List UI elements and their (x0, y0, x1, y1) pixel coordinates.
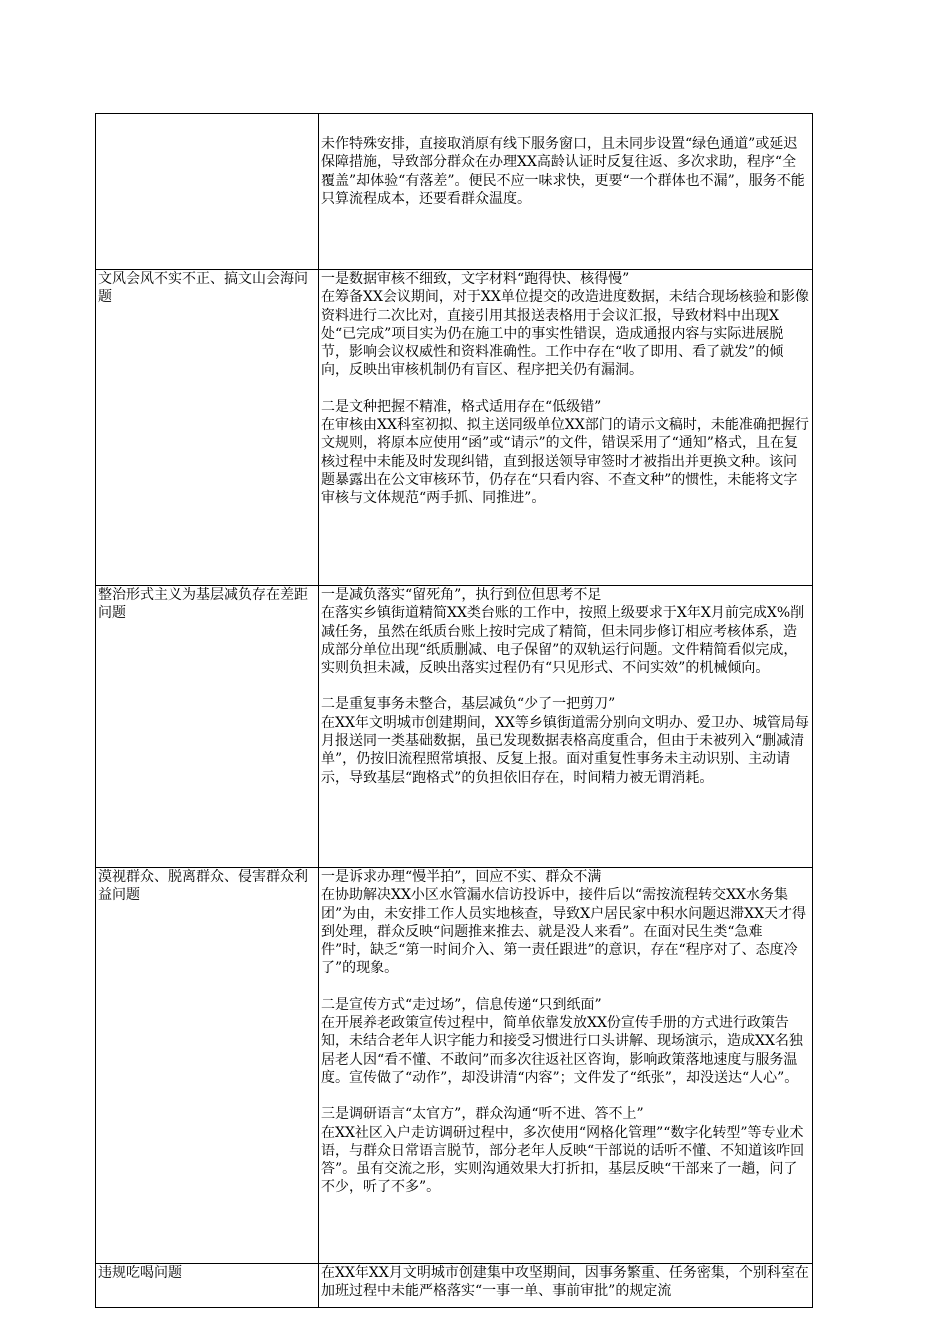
table-row (96, 114, 813, 270)
issue-category-text: 违规吃喝问题 (98, 1265, 182, 1281)
issue-category-cell (96, 1264, 319, 1308)
section-heading: 三是调研语言“太官方”，群众沟通“听不进、答不上” (321, 1106, 644, 1123)
issue-detail-cell (319, 270, 813, 586)
section-body: 在落实乡镇街道精简XX类台账的工作中，按照上级要求于X年X月前完成X%削减任务，虽然在纸质台账上按时完成了精简，但未同步修订相应考核体系，造成部分单位出现“纸质删减、电子保留”的双轨运行问题。文件精简看似完成，实则负担未减，反映出落实过程仍有“只见形式、不问实效”的机械倾向。 (321, 605, 805, 677)
issue-category-cell (96, 270, 319, 586)
detail-text: 未作特殊安排，直接取消原有线下服务窗口，且未同步设置“绿色通道”或延迟保障措施，导致部分群众在办理XX高龄认证时反复往返、多次求助，程序“全覆盖”却体验“有落差”。便民不应一味求快，更要“一个群体也不漏”，服务不能只算流程成本，还要看群众温度。 (321, 136, 805, 207)
issues-table (95, 113, 813, 1308)
detail-section (321, 868, 810, 978)
section-heading: 一是诉求办理“慢半拍”，回应不实、群众不满 (321, 869, 602, 885)
table-row (96, 586, 813, 868)
detail-section (321, 695, 810, 786)
detail-section (321, 586, 810, 677)
section-body: 在筹备XX会议期间，对于XX单位提交的改造进度数据，未结合现场核验和影像资料进行二次比对，直接引用其报送表格用于会议汇报，导致材料中出现X处“已完成”项目实为仍在施工中的事实性错误，造成通报内容与实际进展脱节，影响会议权威性和资料准确性。工作中存在“收了即用、看了就发”的倾向，反映出审核机制仍有盲区、程序把关仍有漏洞。 (321, 289, 809, 379)
issue-detail-cell (319, 114, 813, 270)
section-heading: 二是文种把握不精准，格式适用存在“低级错” (321, 398, 602, 415)
issue-category-cell (96, 114, 319, 270)
section-body: 在审核由XX科室初拟、拟主送同级单位XX部门的请示文稿时，未能准确把握行文规则，将原本应使用“函”或“请示”的文件，错误采用了“通知”格式，且在复核过程中未能及时发现纠错，直到报送领导审签时才被指出并更换文种。该问题暴露出在公文审核环节，仍存在“只看内容、不查文种”的惯性，未能将文字审核与文体规范“两手抓、同推进”。 (321, 417, 809, 507)
issue-category-cell (96, 868, 319, 1264)
table-row (96, 270, 813, 586)
table-row (96, 868, 813, 1264)
issue-category-text: 文风会风不实不正、搞文山会海问题 (98, 271, 308, 306)
issue-detail-cell (319, 586, 813, 868)
section-body: 在XX年文明城市创建期间，XX等乡镇街道需分别向文明办、爱卫办、城管局每月报送同一类基础数据，虽已发现数据表格高度重合，但由于未被列入“删减清单”，仍按旧流程照常填报、反复上报。面对重复性事务未主动识别、主动请示，导致基层“跑格式”的负担依旧存在，时间精力被无谓消耗。 (321, 714, 809, 786)
section-heading: 一是减负落实“留死角”，执行到位但思考不足 (321, 587, 602, 603)
section-heading: 二是宣传方式“走过场”，信息传递“只到纸面” (321, 996, 602, 1013)
issue-category-text: 整治形式主义为基层减负存在差距问题 (98, 587, 308, 622)
issue-category-cell (96, 586, 319, 868)
section-heading: 一是数据审核不细致，文字材料“跑得快、核得慢” (321, 271, 630, 287)
issue-detail-cell (319, 868, 813, 1264)
section-heading: 二是重复事务未整合，基层减负“少了一把剪刀” (321, 696, 616, 713)
detail-section (321, 1105, 810, 1196)
detail-text: 在XX年XX月文明城市创建集中攻坚期间，因事务繁重、任务密集，个别科室在加班过程中未能严格落实“一事一单、事前审批”的规定流 (321, 1265, 809, 1300)
detail-section (321, 996, 810, 1087)
table-row (96, 1264, 813, 1308)
issue-detail-cell (319, 1264, 813, 1308)
section-body: 在XX社区入户走访调研过程中，多次使用“网格化管理”“数字化转型”等专业术语，与群众日常语言脱节，部分老年人反映“干部说的话听不懂、不知道该咋回答”。虽有交流之形，实则沟通效果大打折扣，基层反映“干部来了一趟，问了不少，听了不多”。 (321, 1124, 805, 1196)
section-body: 在协助解决XX小区水管漏水信访投诉中，接件后以“需按流程转交XX水务集团”为由，未安排工作人员实地核查，导致X户居民家中积水问题迟滞XX天才得到处理，群众反映“问题推来推去、就是没人来看”。在面对民生类“急难件”时，缺乏“第一时间介入、第一责任跟进”的意识，存在“程序对了、态度冷了”的现象。 (321, 887, 807, 977)
detail-section (321, 398, 810, 508)
detail-section (321, 270, 810, 380)
section-body: 在开展养老政策宣传过程中，简单依靠发放XX份宣传手册的方式进行政策告知，未结合老年人识字能力和接受习惯进行口头讲解、现场演示，造成XX名独居老人因“看不懂、不敢问”而多次往返社区咨询，影响政策落地速度与服务温度。宣传做了“动作”，却没讲清“内容”；文件发了“纸张”，却没送达“人心”。 (321, 1015, 803, 1086)
issue-category-text: 漠视群众、脱离群众、侵害群众利益问题 (98, 869, 308, 904)
